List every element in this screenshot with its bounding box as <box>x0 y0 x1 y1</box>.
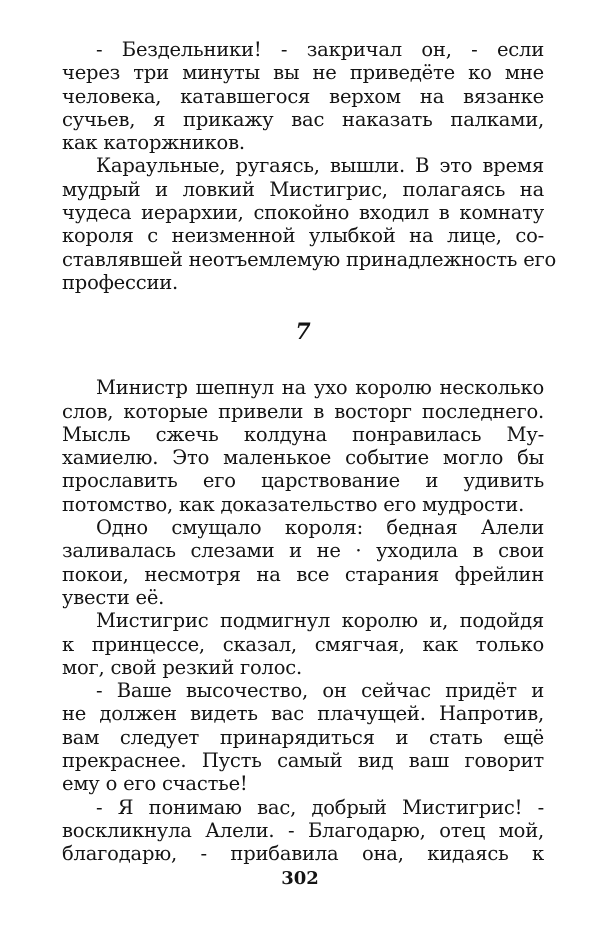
text-line: Одно смущало короля: бедная Алели <box>96 516 544 540</box>
paragraph <box>62 796 544 866</box>
text-line: не должен видеть вас плачущей. Напротив, <box>62 702 544 726</box>
text-line: хамиелю. Это маленькое событие могло бы <box>62 446 544 470</box>
text-line: к принцессе, сказал, смягчая, как только <box>62 632 544 656</box>
text-line: благодарю, - прибавила она, кидаясь к <box>62 842 544 866</box>
book-page <box>62 38 557 866</box>
text-line: Мистигрис подмигнул королю и, подойдя <box>96 609 544 633</box>
paragraph <box>62 38 544 154</box>
text-line: мудрый и ловкий Мистигрис, полагаясь на <box>62 177 544 201</box>
paragraph <box>62 516 544 609</box>
text-line: воскликнула Алели. - Благодарю, отец мой, <box>62 818 544 842</box>
text-line: увести её. <box>62 585 165 609</box>
page-number: 302 <box>281 868 319 889</box>
text-line: Министр шепнул на ухо королю несколько <box>96 376 544 400</box>
text-line: ему о его счастье! <box>62 772 248 796</box>
text-line: прославить его царствование и удивить <box>62 469 544 493</box>
text-line: как каторжников. <box>62 131 245 155</box>
paragraph <box>62 679 544 795</box>
text-line: человека, катавшегося верхом на вязанке <box>62 84 544 108</box>
text-line: сучьев, я прикажу вас наказать палками, <box>62 107 544 131</box>
text-line: ставлявшей неотъемлемую принадлежность его <box>62 247 557 271</box>
text-line: слов, которые привели в восторг последнего. <box>62 399 544 423</box>
text-line: Мысль сжечь колдуна понравилась Му- <box>62 422 544 446</box>
text-line: чудеса иерархии, спокойно входил в комнату <box>62 201 544 225</box>
text-line: прекраснее. Пусть самый вид ваш говорит <box>62 749 544 773</box>
text-line: через три минуты вы не приведёте ко мне <box>62 61 544 85</box>
text-line: короля с неизменной улыбкой на лице, со- <box>62 224 544 248</box>
text-line: потомство, как доказательство его мудрости. <box>62 492 525 516</box>
text-line: покои, несмотря на все старания фрейлин <box>62 562 544 586</box>
paragraph <box>62 154 557 294</box>
text-line: мог, свой резкий голос. <box>62 655 302 679</box>
paragraph <box>62 609 544 679</box>
paragraph <box>62 376 544 516</box>
text-line: вам следует принарядиться и стать ещё <box>62 725 544 749</box>
text-line: Караульные, ругаясь, вышли. В это время <box>96 154 544 178</box>
chapter-number: 7 <box>295 319 311 346</box>
text-line: - Я понимаю вас, добрый Мистигрис! - <box>96 795 544 819</box>
text-line: - Бездельники! - закричал он, - если <box>96 38 544 61</box>
text-line: профессии. <box>62 270 179 294</box>
text-line: - Ваше высочество, он сейчас придёт и <box>96 679 544 703</box>
text-line: заливалась слезами и не · уходила в свои <box>62 539 544 563</box>
